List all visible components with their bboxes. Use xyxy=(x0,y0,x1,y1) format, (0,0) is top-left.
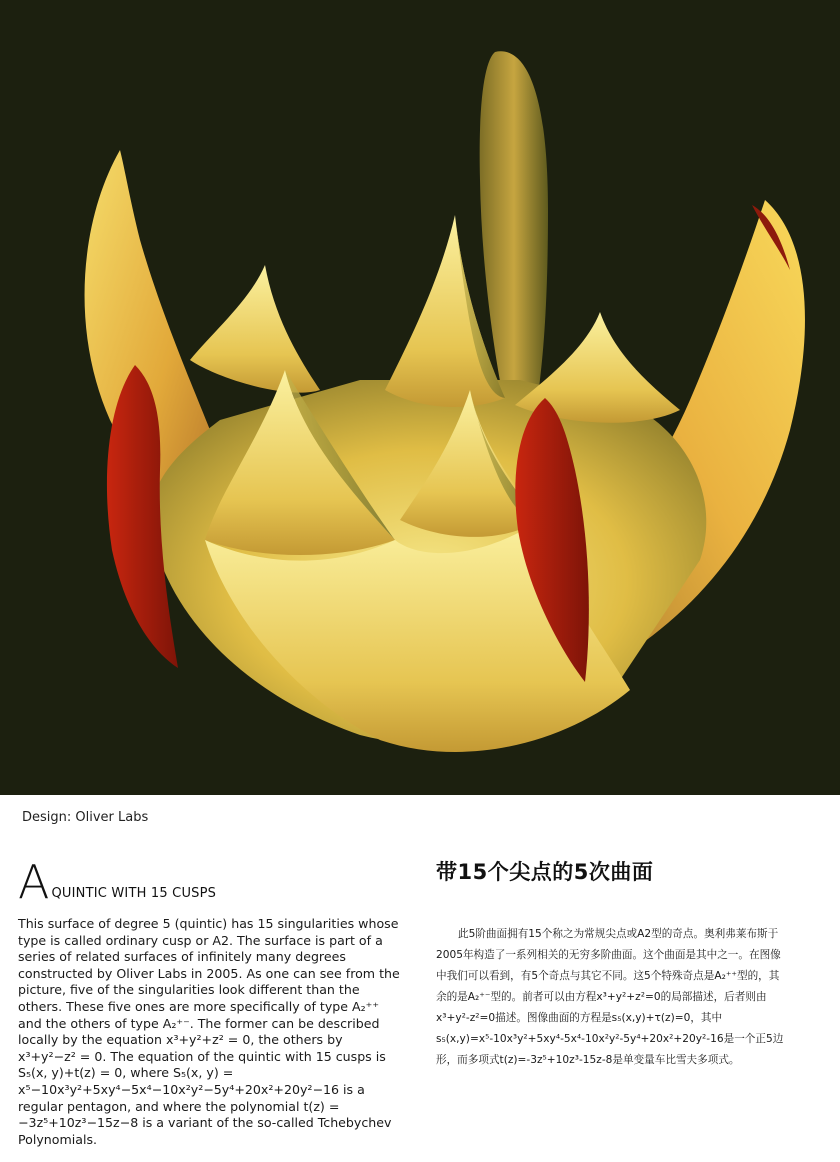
english-column xyxy=(18,856,400,1148)
cusp-back-left xyxy=(190,265,320,393)
english-paragraph: This surface of degree 5 (quintic) has 15 singularities whose type is called ordinary cusp or A2. The surface is part of a series of related surfaces of infinitely many degrees constructed by Oliver Labs in 2005. As one can see from the picture, five of the singularities look different than the others. These five ones are more specifically of type A₂⁺⁺ and the others of type A₂⁺⁻. The former can be described locally by the equation x³+y²+z² = 0, the others by x³+y²−z² = 0. The equation of the quintic with 15 cusps is S₅(x, y)+t(z) = 0, where S₅(x, y) = x⁵−10x³y²+5xy⁴−5x⁴−10x²y²−5y⁴+20x²+20y²−16 is a regular pentagon, and where the polynomial t(z) = −3z⁵+10z³−15z−8 is a variant of the so-called Tchebychev Polynomials. xyxy=(18,916,400,1147)
drop-cap: A xyxy=(18,855,50,909)
chinese-body xyxy=(436,924,788,1071)
english-body xyxy=(18,916,400,1148)
english-title xyxy=(18,855,400,909)
english-heading: QUINTIC WITH 15 CUSPS xyxy=(51,886,217,901)
chinese-column xyxy=(436,856,788,1071)
chinese-heading: 带15个尖点的5次曲面 xyxy=(436,860,654,884)
chinese-paragraph: 此5阶曲面拥有15个称之为常规尖点或A2型的奇点。奥利弗莱布斯于2005年构造了一系列相关的无穷多阶曲面。这个曲面是其中之一。在图像中我们可以看到，有5个奇点与其它不同。这5个特殊奇点是A₂⁺⁺型的，其余的是A₂⁺⁻型的。前者可以由方程x³+y²+z²=0的局部描述，后者则由x³+y²-z²=0描述。图像曲面的方程是s₅(x,y)+τ(z)=0，其中s₅(x,y)=x⁵-10x³y²+5xy⁴-5x⁴-10x²y²-5y⁴+20x²+20y²-16是一个正5边形，而多项式t(z)=-3z⁵+10z³-15z-8是单变量车比雪夫多项式。 xyxy=(436,928,784,1066)
design-credit: Design: Oliver Labs xyxy=(22,810,149,825)
